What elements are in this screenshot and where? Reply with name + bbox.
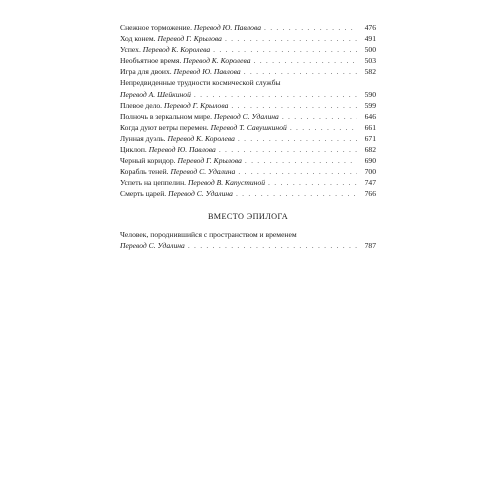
entry-translator: Перевод Ю. Павлова — [148, 145, 216, 155]
entry-title: Ход конем. — [120, 34, 156, 44]
entry-page: 661 — [364, 122, 376, 132]
table-of-contents — [120, 22, 376, 251]
toc-entry — [120, 166, 376, 177]
entry-translator: Перевод Г. Крылова — [157, 34, 222, 44]
entry-page: 700 — [364, 167, 376, 177]
entry-translator: Перевод К. Королева — [183, 56, 251, 66]
entry-title: Успех. — [120, 45, 141, 55]
entry-title: Необъятное время. — [120, 56, 182, 66]
toc-entry-epilogue — [120, 229, 376, 251]
entry-page: 476 — [364, 23, 376, 32]
entry-page: 646 — [364, 111, 376, 121]
toc-entry — [120, 55, 376, 66]
entry-page: 582 — [364, 67, 376, 77]
entry-page: 682 — [364, 145, 376, 155]
leader-dots — [244, 66, 357, 77]
section-heading: ВМЕСТО ЭПИЛОГА — [207, 211, 289, 221]
toc-entry — [120, 100, 376, 111]
entry-title: Циклоп. — [120, 145, 147, 155]
entry-translator: Перевод В. Капустиной — [187, 178, 266, 188]
entry-page: 491 — [364, 34, 376, 44]
leader-dots — [254, 55, 357, 66]
leader-dots — [264, 22, 357, 33]
leader-dots — [236, 188, 357, 199]
leader-dots — [245, 155, 357, 166]
leader-dots — [225, 33, 357, 44]
entry-title: Черный коридор. — [120, 156, 176, 166]
toc-entry — [120, 111, 376, 122]
toc-entry — [120, 66, 376, 77]
leader-dots — [188, 240, 357, 251]
entry-title: Лунная дуэль. — [120, 133, 166, 143]
entry-page: 590 — [364, 89, 376, 99]
entry-translator: Перевод К. Королева — [142, 45, 211, 55]
toc-entry — [120, 188, 376, 199]
toc-entry — [120, 122, 376, 133]
entry-title: Плевое дело. — [120, 100, 163, 110]
entry-page: 766 — [364, 189, 376, 199]
entry-translator: Перевод С. Удалина — [120, 240, 185, 250]
entry-title: Непредвиденные трудности космической службы — [120, 78, 281, 88]
entry-page: 671 — [364, 133, 376, 143]
toc-entry — [120, 44, 376, 55]
entry-page: 690 — [364, 156, 376, 166]
entry-page: 503 — [364, 56, 376, 66]
leader-dots — [290, 122, 357, 133]
entry-title: Смерть царей. — [120, 189, 167, 199]
leader-dots — [219, 144, 357, 155]
entry-title: Корабль теней. — [120, 167, 169, 177]
entry-translator: Перевод Ю. Павлова — [173, 67, 241, 77]
entry-translator: Перевод Г. Крылова — [163, 100, 229, 110]
entry-title: Успеть на цеппелин. — [120, 178, 187, 188]
toc-entry — [120, 133, 376, 144]
toc-entry — [120, 177, 376, 188]
toc-entry — [120, 22, 376, 33]
entry-title: Игра для двоих. — [120, 67, 172, 77]
entry-translator: Перевод Ю. Павлова — [193, 23, 262, 32]
entry-translator: Перевод С. Удалина — [214, 111, 279, 121]
leader-dots — [282, 111, 357, 122]
entry-translator: Перевод А. Шейкиной — [120, 89, 191, 99]
entry-translator: Перевод С. Удалина — [170, 167, 236, 177]
entry-title: Человек, породнившийся с пространством и временем — [120, 229, 297, 239]
entry-title: Снежное торможение. — [120, 23, 192, 32]
entry-translator: Перевод Г. Крылова — [177, 156, 242, 166]
entry-translator: Перевод К. Королева — [167, 133, 235, 143]
leader-dots — [213, 44, 357, 55]
leader-dots — [194, 89, 357, 100]
entry-page: 747 — [364, 178, 376, 188]
entry-page: 599 — [364, 100, 376, 110]
entry-translator: Перевод Т. Савушкиной — [210, 122, 287, 132]
leader-dots — [268, 177, 357, 188]
toc-entry — [120, 33, 376, 44]
leader-dots — [238, 166, 357, 177]
entry-page: 787 — [364, 240, 376, 250]
leader-dots — [238, 133, 357, 144]
entry-title: Полночь в зеркальном мире. — [120, 111, 213, 121]
entry-translator: Перевод С. Удалина — [168, 189, 233, 199]
toc-entry — [120, 77, 376, 99]
toc-entry — [120, 144, 376, 155]
entry-page: 500 — [364, 45, 376, 55]
leader-dots — [231, 100, 357, 111]
toc-entry — [120, 155, 376, 166]
entry-title: Когда дуют ветры перемен. — [120, 122, 209, 132]
